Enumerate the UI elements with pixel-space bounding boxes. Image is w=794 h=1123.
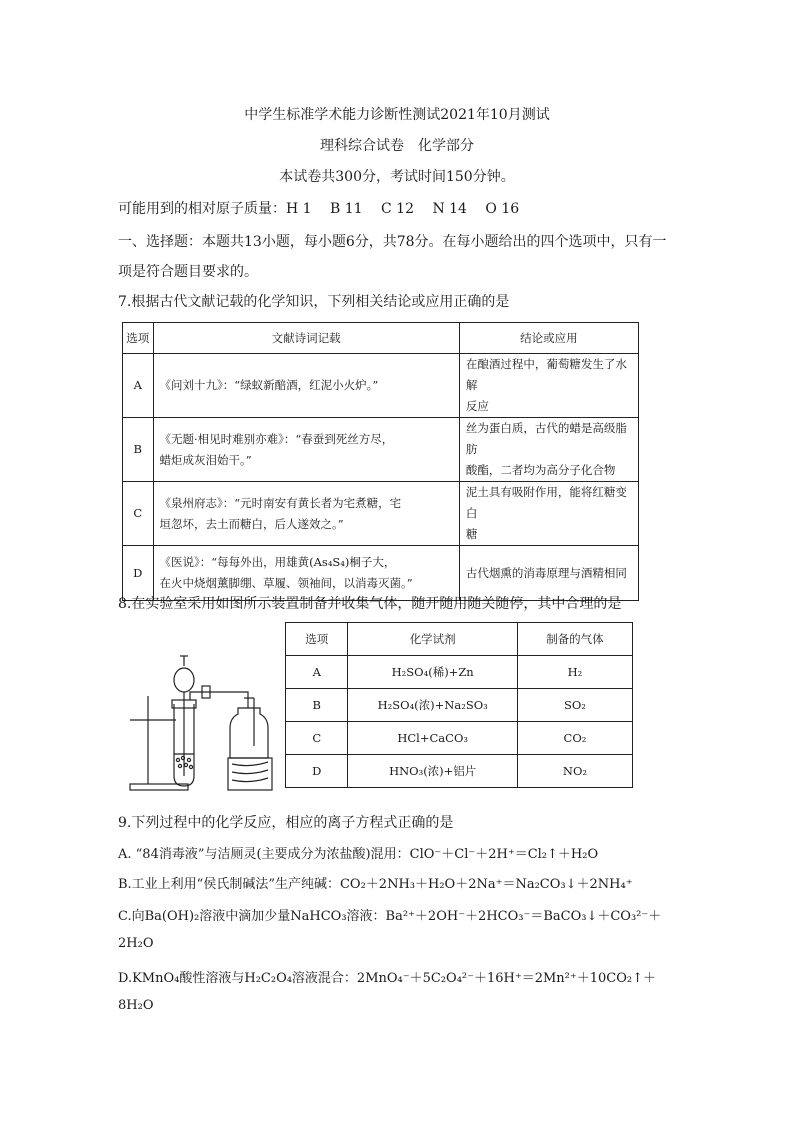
record-line: 《问刘十九》：“绿蚁新醅酒，红泥小火炉。” xyxy=(159,378,379,392)
question-9-option-d: D.KMnO₄酸性溶液与H₂C₂O₄溶液混合：2MnO₄⁻＋5C₂O₄²⁻＋16H⁺＝2Mn²⁺＋10CO₂↑＋ xyxy=(118,971,657,986)
reagent-cell: H₂SO₄(稀)+Zn xyxy=(348,656,517,689)
gas-cell: CO₂ xyxy=(517,722,632,755)
option-label: B xyxy=(286,689,348,722)
record-cell xyxy=(153,354,459,418)
conclusion-cell xyxy=(459,418,638,482)
reagent-cell: H₂SO₄(浓)+Na₂SO₃ xyxy=(348,689,517,722)
page-subtitle: 理科综合试卷 化学部分 xyxy=(320,138,474,154)
question-9-stem: 9.下列过程中的化学反应，相应的离子方程式正确的是 xyxy=(118,815,454,831)
question-9-option-a: A. “84消毒液”与洁厕灵(主要成分为浓盐酸)混用：ClO⁻＋Cl⁻＋2H⁺＝Cl₂↑＋H₂O xyxy=(118,847,599,862)
conclusion-line: 泥土具有吸附作用，能将红糖变白 xyxy=(465,485,627,520)
option-label: D xyxy=(286,755,348,788)
question-8-stem: 8.在实验室采用如图所示装置制备并收集气体，随开随用随关随停，其中合理的是 xyxy=(118,596,622,612)
header-cell: 结论或应用 xyxy=(459,323,638,354)
question-9-option-c-cont: 2H₂O xyxy=(118,936,154,951)
atomic-masses: 可能用到的相对原子质量：H 1 B 11 C 12 N 14 O 16 xyxy=(118,201,520,217)
conclusion-line: 糖 xyxy=(465,527,478,541)
wood-grain xyxy=(232,762,268,782)
option-label: B xyxy=(123,418,154,482)
kipp-apparatus-figure xyxy=(128,636,278,796)
record-line: 《医说》：“每每外出，用雄黄(As₄S₄)桐子大， xyxy=(159,555,396,569)
record-line: 《泉州府志》：“元时南安有黄长者为宅煮糖，宅 xyxy=(159,495,402,510)
exam-info: 本试卷共300分，考试时间150分钟。 xyxy=(279,169,515,185)
option-label: A xyxy=(286,656,348,689)
question-9-option-b: B.工业上利用“侯氏制碱法”生产纯碱：CO₂＋2NH₃＋H₂O＋2Na⁺＝Na₂CO₃↓＋2NH₄⁺ xyxy=(118,877,633,892)
header-cell: 化学试剂 xyxy=(348,623,517,656)
header-cell: 选项 xyxy=(286,623,348,656)
conclusion-cell xyxy=(459,482,638,546)
option-label: A xyxy=(123,354,154,418)
gas-cell: H₂ xyxy=(517,656,632,689)
question-7-stem: 7.根据古代文献记载的化学知识，下列相关结论或应用正确的是 xyxy=(118,294,510,310)
conclusion-line: 丝为蛋白质，古代的蜡是高级脂肪 xyxy=(465,421,627,456)
header-cell: 制备的气体 xyxy=(517,623,632,656)
table-row xyxy=(286,689,633,722)
table-row xyxy=(123,354,639,418)
option-label: C xyxy=(123,482,154,546)
funnel-bulb xyxy=(174,668,194,692)
gas-cell: SO₂ xyxy=(517,689,632,722)
table-row xyxy=(286,722,633,755)
record-cell xyxy=(153,482,459,546)
question-9-option-c: C.向Ba(OH)₂溶液中滴加少量NaHCO₃溶液：Ba²⁺＋2OH⁻＋2HCO₃⁻＝BaCO₃↓＋CO₃²⁻＋ xyxy=(118,909,662,924)
header-cell: 选项 xyxy=(123,323,154,354)
record-line: 垣忽坏，去土而糖白，后人遂效之。” xyxy=(159,516,344,531)
section-instructions-line2: 项是符合题目要求的。 xyxy=(118,264,258,280)
table-header-row xyxy=(286,623,633,656)
reagent-cell: HNO₃(浓)+铝片 xyxy=(348,755,517,788)
conclusion-line: 反应 xyxy=(465,399,489,413)
conclusion-line: 古代烟熏的消毒原理与酒精相同 xyxy=(465,565,627,580)
record-line: 在火中烧烟薰脚绷、草履、领袖间，以消毒灭菌。” xyxy=(159,576,413,590)
table-row xyxy=(286,755,633,788)
reagent-cell: HCl+CaCO₃ xyxy=(348,722,517,755)
question-8-table xyxy=(285,622,633,788)
question-7-table xyxy=(122,322,639,601)
table-row xyxy=(286,656,633,689)
option-label: D xyxy=(123,546,154,601)
option-label: C xyxy=(286,722,348,755)
table-row xyxy=(123,482,639,546)
gas-cell: NO₂ xyxy=(517,755,632,788)
delivery-tube xyxy=(190,692,248,708)
conclusion-line: 在酿酒过程中，葡萄糖发生了水解 xyxy=(465,357,627,392)
table-row xyxy=(123,418,639,482)
conclusion-cell xyxy=(459,354,638,418)
record-line: 《无题·相见时难别亦难》：“春蚕到死丝方尽， xyxy=(159,431,394,446)
record-cell xyxy=(153,418,459,482)
table-header-row xyxy=(123,323,639,354)
collection-bottle xyxy=(230,708,268,758)
conclusion-line: 酸酯，二者均为高分子化合物 xyxy=(465,463,616,477)
section-instructions-line1: 一、选择题：本题共13小题，每小题6分，共78分。在每小题给出的四个选项中，只有一 xyxy=(118,234,667,250)
record-line: 蜡炬成灰泪始干。” xyxy=(159,452,252,467)
header-cell: 文献诗词记载 xyxy=(153,323,459,354)
page-title: 中学生标准学术能力诊断性测试2021年10月测试 xyxy=(244,107,550,123)
question-9-option-d-cont: 8H₂O xyxy=(118,998,154,1013)
